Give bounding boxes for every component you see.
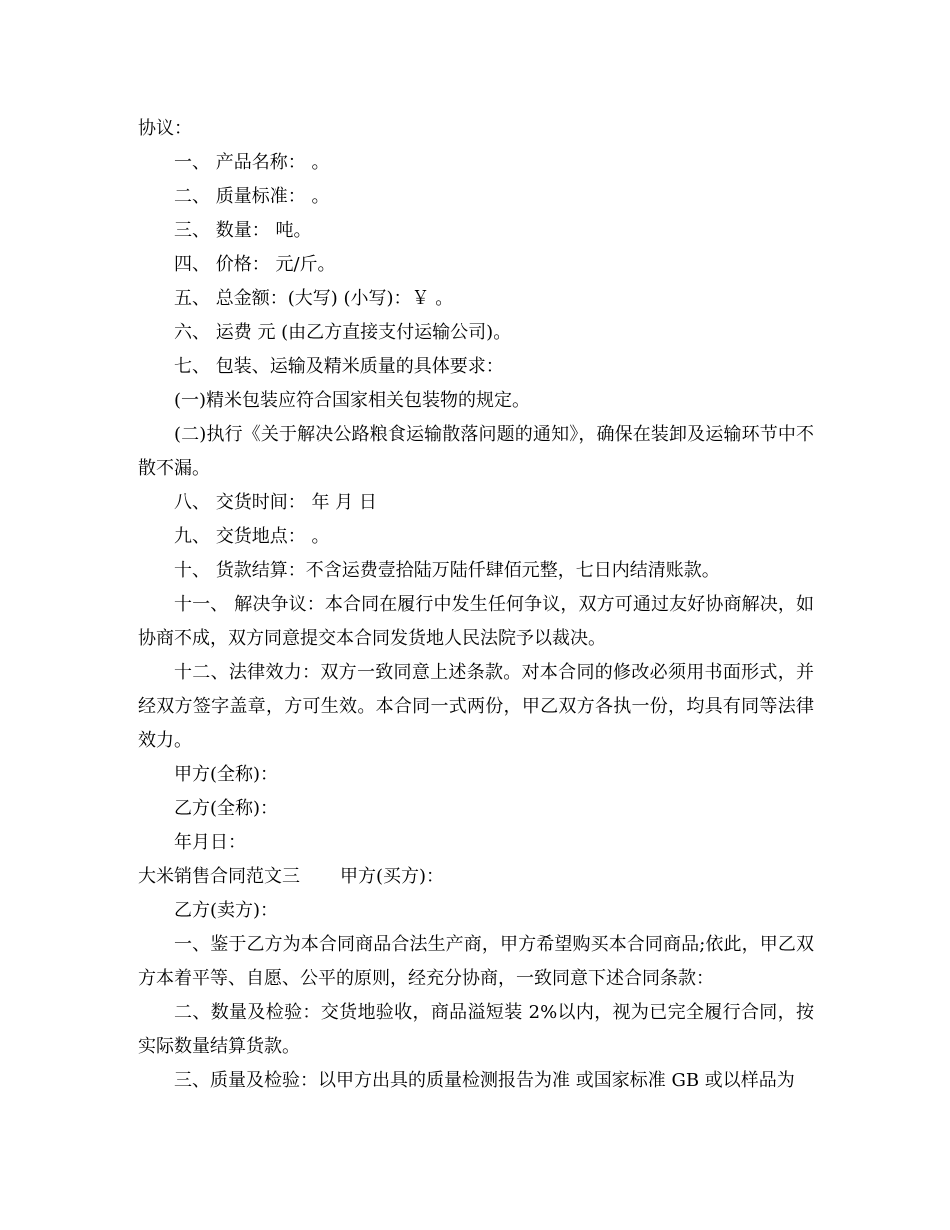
- clause-1-product-name: 一、 产品名称： 。: [174, 152, 330, 173]
- clause-2-quality-standard: 二、 质量标准： 。: [174, 186, 330, 207]
- article-3-quality-inspection: 三、质量及检验：以甲方出具的质量检测报告为准 或国家标准 GB 或以样品为: [174, 1070, 795, 1091]
- clause-5-total-amount: 五、 总金额：(大写) (小写)：￥ 。: [174, 288, 454, 309]
- intro-line: 协议：: [138, 118, 192, 139]
- seller-label: 乙方(卖方)：: [174, 900, 279, 921]
- clause-12-legal-effect: 十二、法律效力：双方一致同意上述条款。对本合同的修改必须用书面形式，并经双方签字盖章，方可生效。本合同一式两份，甲乙双方各执一份，均具有同等法律效力。: [138, 662, 814, 751]
- clause-9-delivery-place: 九、 交货地点： 。: [174, 526, 330, 547]
- clause-3-quantity: 三、 数量： 吨。: [174, 220, 312, 241]
- section-title: 大米销售合同范文三: [138, 866, 300, 887]
- document-body: [138, 112, 814, 1098]
- clause-7-sub-1: (一)精米包装应符合国家相关包装物的规定。: [174, 390, 531, 411]
- party-a-signature: 甲方(全称)：: [174, 764, 279, 785]
- clause-4-price: 四、 价格： 元/斤。: [174, 254, 336, 275]
- clause-10-payment: 十、 货款结算：不含运费壹拾陆万陆仟肆佰元整，七日内结清账款。: [174, 560, 720, 581]
- party-b-signature: 乙方(全称)：: [174, 798, 279, 819]
- clause-8-delivery-time: 八、 交货时间： 年 月 日: [174, 492, 377, 513]
- clause-7-sub-2: (二)执行《关于解决公路粮食运输散落问题的通知》，确保在装卸及运输环节中不散不漏。: [138, 424, 814, 479]
- buyer-label: 甲方(买方)：: [340, 866, 445, 887]
- article-2-quantity-inspection: 二、数量及检验：交货地验收，商品溢短装 2%以内，视为已完全履行合同，按实际数量结算货款。: [138, 1002, 814, 1057]
- signature-date: 年月日：: [174, 832, 246, 853]
- clause-11-disputes: 十一、 解决争议：本合同在履行中发生任何争议，双方可通过友好协商解决，如协商不成，双方同意提交本合同发货地人民法院予以裁决。: [138, 594, 814, 649]
- section-heading-line: [138, 860, 814, 894]
- article-1-preamble: 一、鉴于乙方为本合同商品合法生产商，甲方希望购买本合同商品;依此，甲乙双方本着平等、自愿、公平的原则，经充分协商，一致同意下述合同条款：: [138, 934, 814, 989]
- clause-6-freight: 六、 运费 元 (由乙方直接支付运输公司)。: [174, 322, 512, 343]
- clause-7-packaging: 七、 包装、运输及精米质量的具体要求：: [174, 356, 504, 377]
